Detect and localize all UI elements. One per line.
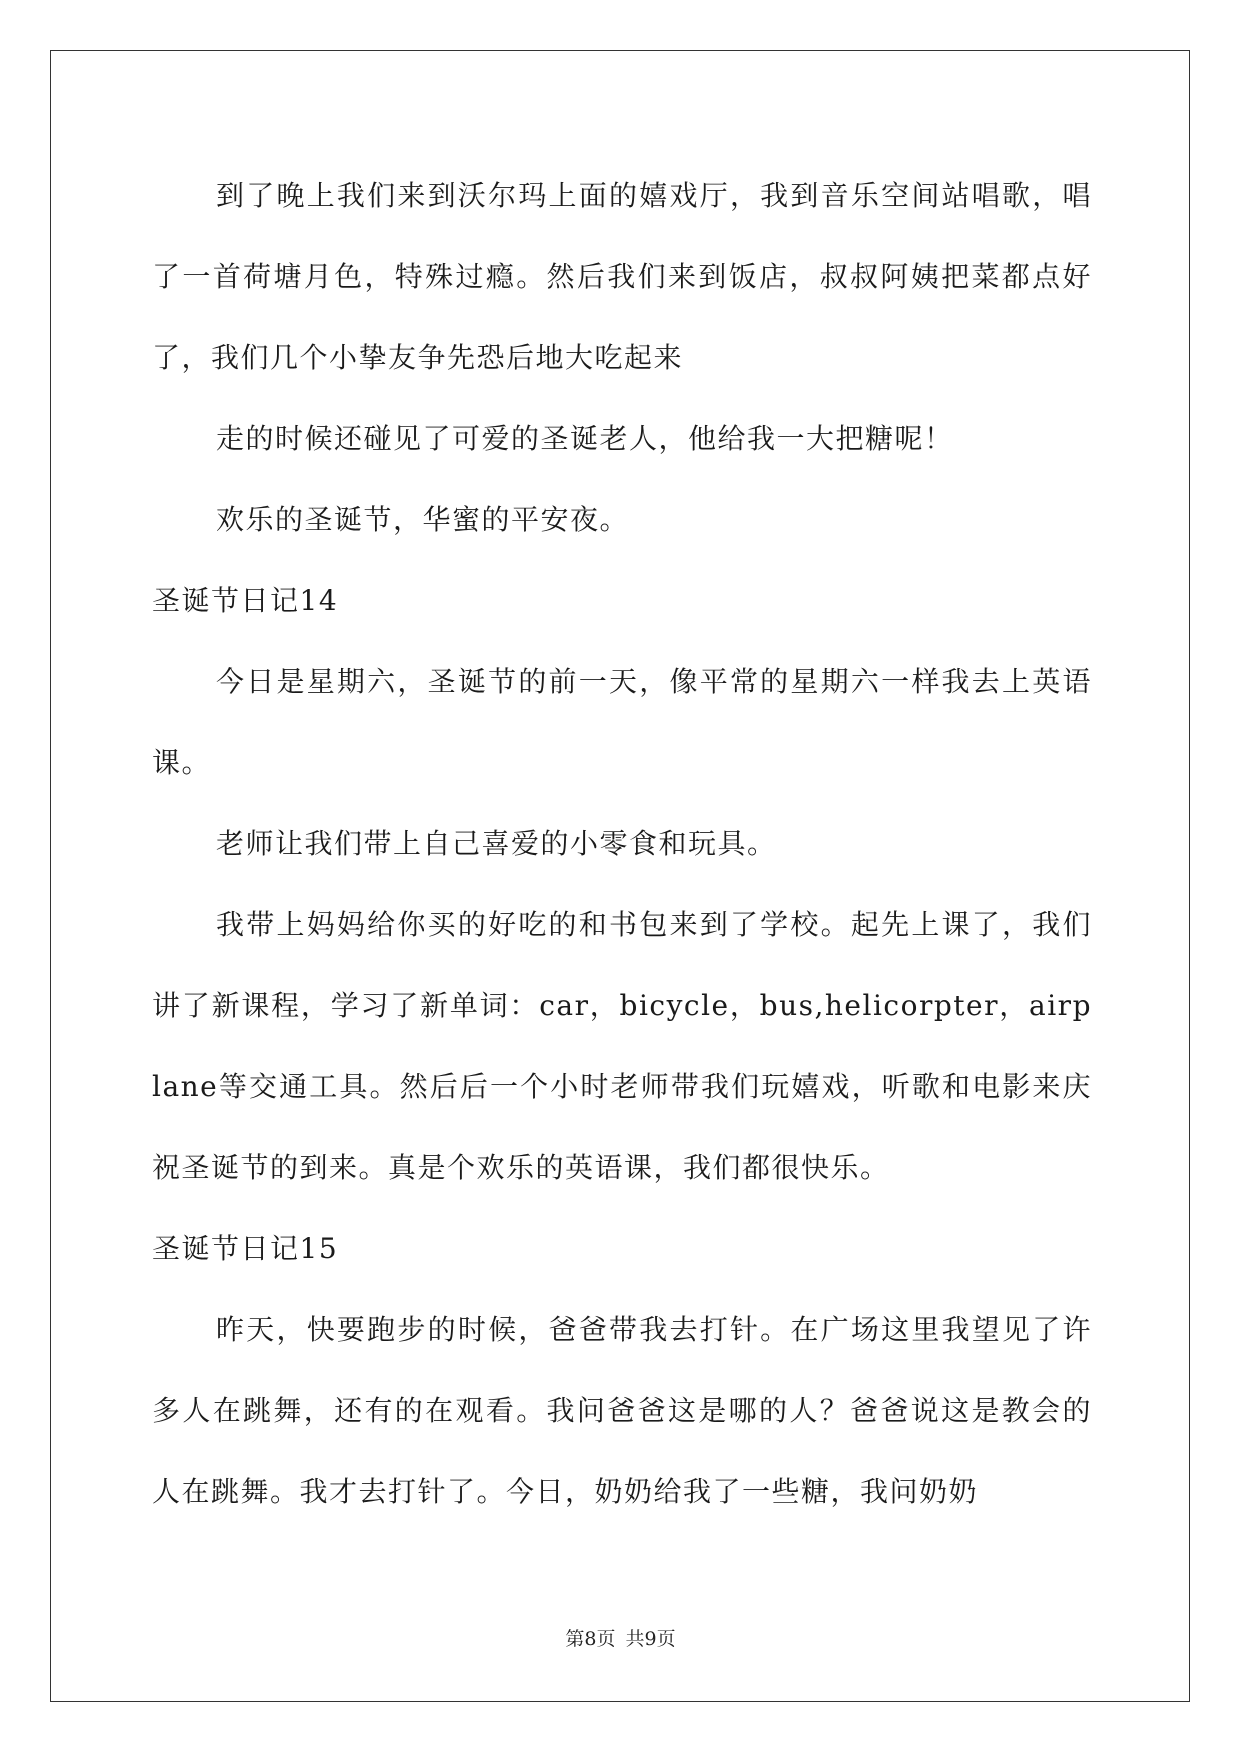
paragraph: 今日是星期六，圣诞节的前一天，像平常的星期六一样我去上英语课。	[152, 665, 1092, 779]
paragraph: 老师让我们带上自己喜爱的小零食和玩具。	[216, 827, 777, 860]
section-heading: 圣诞节日记15	[152, 1232, 339, 1265]
section-heading: 圣诞节日记14	[152, 584, 339, 617]
paragraph: 我带上妈妈给你买的好吃的和书包来到了学校。起先上课了，我们讲了新课程，学习了新单词：car，bicycle，bus,helicorpter，airplane等交通工具。然后后一个小时老师带我们玩嬉戏，听歌和电影来庆祝圣诞节的到来。真是个欢乐的英语课，我们都很快乐。	[152, 908, 1092, 1184]
document-body	[152, 155, 1092, 1532]
paragraph: 走的时候还碰见了可爱的圣诞老人，他给我一大把糖呢！	[216, 422, 954, 455]
page-total: 共9页	[625, 1628, 676, 1650]
paragraph: 欢乐的圣诞节，华蜜的平安夜。	[216, 503, 630, 536]
page-number: 第8页	[565, 1628, 616, 1650]
paragraph: 昨天，快要跑步的时候，爸爸带我去打针。在广场这里我望见了许多人在跳舞，还有的在观看。我问爸爸这是哪的人？爸爸说这是教会的人在跳舞。我才去打针了。今日，奶奶给我了一些糖，我问奶奶	[152, 1313, 1092, 1508]
paragraph: 到了晚上我们来到沃尔玛上面的嬉戏厅，我到音乐空间站唱歌，唱了一首荷塘月色，特殊过瘾。然后我们来到饭店，叔叔阿姨把菜都点好了，我们几个小挚友争先恐后地大吃起来	[152, 179, 1092, 374]
page-footer	[0, 1624, 1241, 1651]
